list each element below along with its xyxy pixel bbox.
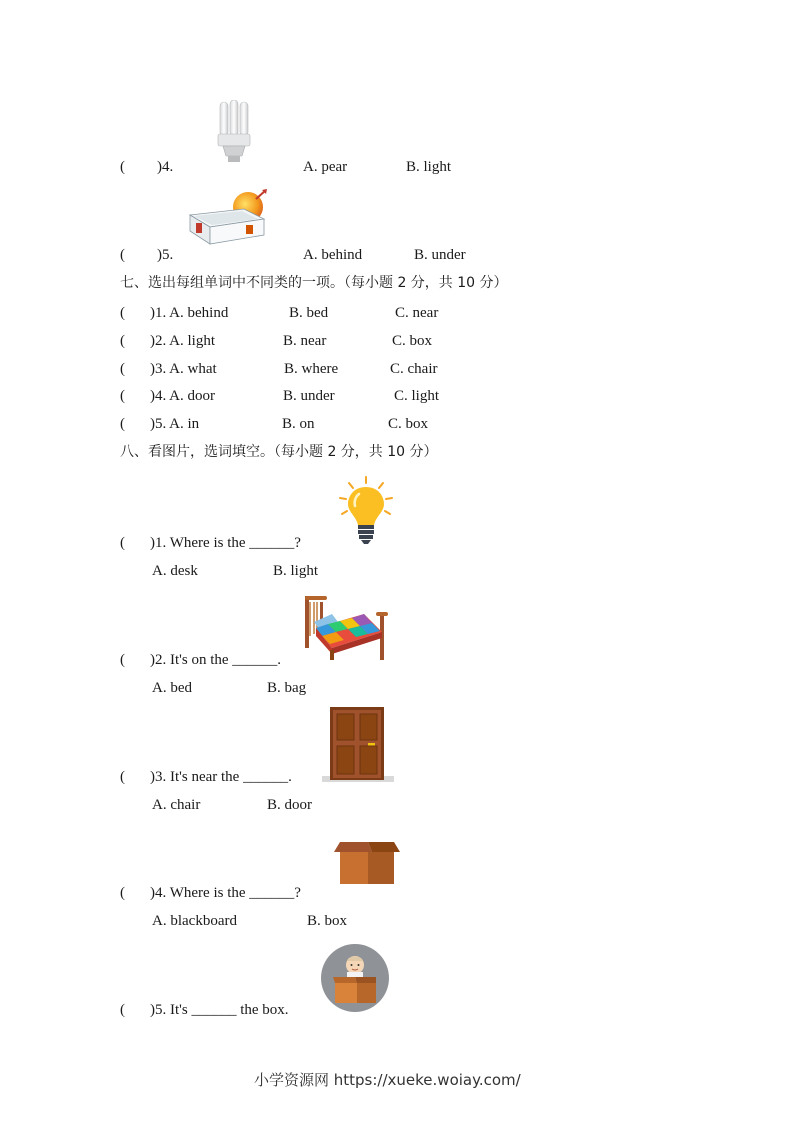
question-number: )2. A. light [150, 333, 216, 349]
option-c: C. box [388, 416, 429, 432]
question-paren: ( [120, 535, 125, 551]
option-b: B. bed [289, 305, 329, 321]
option-a: A. desk [152, 563, 198, 579]
option-c: C. box [392, 333, 433, 349]
option-a: A. pear [303, 159, 348, 175]
option-b: B. near [283, 333, 327, 349]
option-c: C. chair [390, 361, 438, 377]
option-b: B. light [273, 563, 319, 579]
option-b: B. under [283, 388, 335, 404]
option-a: A. behind [303, 247, 363, 263]
option-b: B. box [307, 913, 348, 929]
light-bulb-image [337, 476, 395, 546]
option-b: B. light [406, 159, 452, 175]
fluorescent-light-image [215, 100, 253, 166]
question-text: )4. Where is the ______? [150, 885, 301, 901]
question-number: )3. A. what [150, 361, 217, 377]
question-paren: ( [120, 247, 125, 263]
section-8-title: 八、看图片，选词填空。（每小题 2 分，共 10 分） [120, 444, 438, 460]
option-b: B. bag [267, 680, 307, 696]
question-text: )5. It's ______ the box. [150, 1002, 289, 1018]
ball-behind-box-image [188, 189, 268, 245]
question-number: )4. A. door [150, 388, 215, 404]
question-paren: ( [120, 769, 125, 785]
question-number: )4. [157, 159, 174, 175]
box-image [332, 840, 402, 886]
footer-watermark: 小学资源网 https://xueke.woiay.com/ [254, 1071, 521, 1089]
option-c: C. near [395, 305, 439, 321]
question-paren: ( [120, 416, 125, 432]
question-number: )5. [157, 247, 174, 263]
question-paren: ( [120, 1002, 125, 1018]
baby-in-box-image [320, 943, 390, 1013]
question-paren: ( [120, 333, 125, 349]
option-a: A. chair [152, 797, 201, 813]
option-b: B. door [267, 797, 312, 813]
question-text: )1. Where is the ______? [150, 535, 301, 551]
option-a: A. blackboard [152, 913, 237, 929]
section-7-title: 七、选出每组单词中不同类的一项。（每小题 2 分，共 10 分） [120, 275, 508, 291]
question-paren: ( [120, 652, 125, 668]
option-c: C. light [394, 388, 440, 404]
option-b: B. where [284, 361, 339, 377]
door-image [322, 706, 394, 784]
option-b: B. under [414, 247, 466, 263]
question-paren: ( [120, 361, 125, 377]
question-paren: ( [120, 388, 125, 404]
question-number: )1. A. behind [150, 305, 229, 321]
bed-image [302, 592, 390, 662]
question-text: )2. It's on the ______. [150, 652, 282, 668]
question-paren: ( [120, 305, 125, 321]
option-b: B. on [282, 416, 315, 432]
question-paren: ( [120, 885, 125, 901]
question-number: )5. A. in [150, 416, 200, 432]
question-text: )3. It's near the ______. [150, 769, 292, 785]
option-a: A. bed [152, 680, 192, 696]
question-paren: ( [120, 159, 125, 175]
